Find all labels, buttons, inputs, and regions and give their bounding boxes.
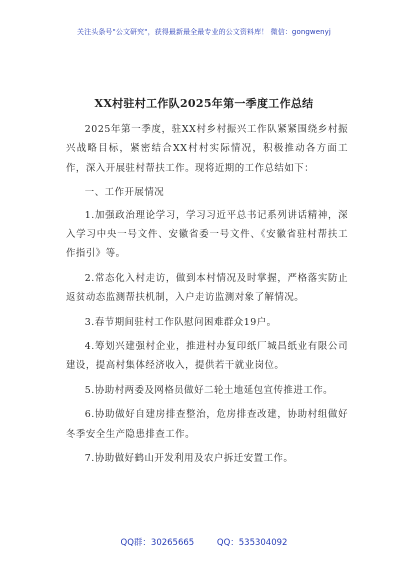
work-item-4: 4.筹划兴建强村企业，推进村办复印纸厂城昌纸业有限公司建设，提高村集体经济收入，提供若干就业岗位。 — [66, 341, 348, 372]
work-item-7: 7.协助做好鹤山开发利用及农户拆迁安置工作。 — [84, 453, 294, 465]
section-heading: 一、工作开展情况 — [84, 187, 165, 199]
document-title: XX村驻村工作队2025年第一季度工作总结 — [94, 97, 314, 110]
intro-paragraph: 2025年第一季度，驻XX村乡村振兴工作队紧紧围绕乡村振兴战略目标，紧密结合XX村村实际情况，积极推动各方面工作，深入开展驻村帮扶工作。现将近期的工作总结如下： — [66, 124, 348, 174]
work-item-1: 1.加强政治理论学习，学习习近平总书记系列讲话精神，深入学习中央一号文件、安徽省委一号文件、《安徽省驻村帮扶工作指引》等。 — [66, 209, 348, 260]
footer-qq: QQ：535304092 — [216, 538, 288, 548]
work-item-3: 3.春节期间驻村工作队慰问困难群众19户。 — [84, 316, 277, 328]
footer-qq-group: QQ群：30265665 — [120, 538, 195, 548]
work-item-5: 5.协助村两委及网格员做好二轮土地延包宣传推进工作。 — [84, 384, 334, 396]
document-body — [66, 120, 348, 474]
header-banner: 关注头条号"公文研究"，获得最新最全最专业的公文资料库！ 微信：gongwenyj — [77, 28, 331, 36]
footer-contact — [0, 536, 408, 548]
work-item-6: 6.协助做好自建房排查整治，危房排查改建，协助村组做好冬季安全生产隐患排查工作。 — [66, 409, 348, 440]
work-item-2: 2.常态化入村走访，做到本村情况及时掌握，严格落实防止返贫动态监测帮扶机制，入户走访监测对象了解情况。 — [66, 272, 348, 304]
